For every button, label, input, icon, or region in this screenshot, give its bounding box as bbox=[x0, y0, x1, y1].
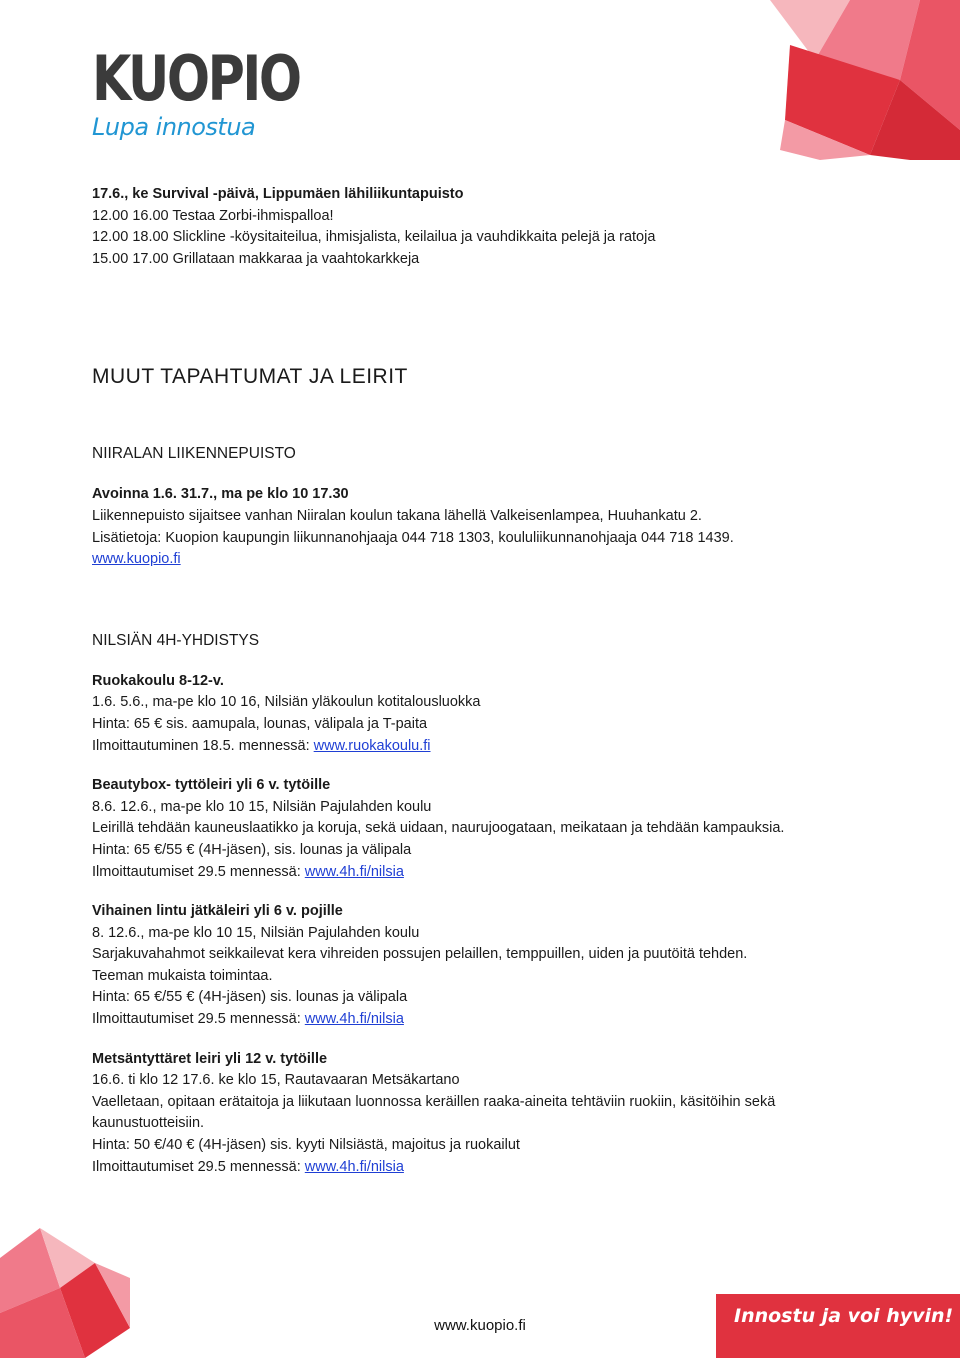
nilsia-title: NILSIÄN 4H-YHDISTYS bbox=[92, 631, 260, 649]
niirala-link[interactable]: www.kuopio.fi bbox=[92, 551, 181, 568]
registration-text: Ilmoittautuminen 18.5. mennessä: bbox=[92, 737, 314, 754]
niirala-location: Liikennepuisto sijaitsee vanhan Niiralan koulun takana lähellä Valkeisenlampea, Huuhankatu 2. bbox=[92, 507, 702, 524]
camp-vihainen-lintu bbox=[92, 901, 892, 1031]
camp-line: Teeman mukaista toimintaa. bbox=[92, 967, 273, 984]
camp-name: Beautybox- tyttöleiri yli 6 v. tytöille bbox=[92, 777, 331, 794]
camp-line: Hinta: 65 €/55 € (4H-jäsen), sis. lounas ja välipala bbox=[92, 841, 412, 858]
camp-line: Hinta: 50 €/40 € (4H-jäsen) sis. kyyti Nilsiästä, majoitus ja ruokailut bbox=[92, 1137, 520, 1154]
survival-heading: 17.6., ke Survival -päivä, Lippumäen lähiliikuntapuisto bbox=[92, 186, 464, 202]
camp-line: Sarjakuvahahmot seikkailevat kera vihreiden possujen pelaillen, temppuillen, uiden ja puutöitä tehden. bbox=[92, 946, 748, 963]
decorative-polygons-bottom bbox=[0, 1218, 140, 1358]
logo-wordmark: KUOPIO bbox=[92, 42, 300, 115]
footer-banner: Innostu ja voi hyvin! bbox=[716, 1294, 960, 1358]
camp-name: Vihainen lintu jätkäleiri yli 6 v. pojille bbox=[92, 903, 343, 920]
camp-line: Hinta: 65 €/55 € (4H-jäsen) sis. lounas ja välipala bbox=[92, 989, 408, 1006]
section-title: MUUT TAPAHTUMAT JA LEIRIT bbox=[92, 365, 408, 389]
registration-link[interactable]: www.4h.fi/nilsia bbox=[304, 1011, 404, 1028]
survival-section bbox=[92, 184, 892, 270]
registration-text: Ilmoittautumiset 29.5 mennessä: bbox=[92, 863, 305, 880]
niirala-section bbox=[92, 484, 892, 570]
camp-line: 8.6. 12.6., ma-pe klo 10 15, Nilsiän Pajulahden koulu bbox=[92, 798, 432, 815]
camp-beautybox bbox=[92, 775, 892, 883]
camp-name: Metsäntyttäret leiri yli 12 v. tytöille bbox=[92, 1050, 328, 1067]
registration-link[interactable]: www.4h.fi/nilsia bbox=[304, 1158, 404, 1175]
camp-line: 8. 12.6., ma-pe klo 10 15, Nilsiän Pajulahden koulu bbox=[92, 924, 420, 941]
registration-text: Ilmoittautumiset 29.5 mennessä: bbox=[92, 1158, 305, 1175]
camp-line: 16.6. ti klo 12 17.6. ke klo 15, Rautavaaran Metsäkartano bbox=[92, 1072, 460, 1089]
registration-link[interactable]: www.4h.fi/nilsia bbox=[304, 863, 404, 880]
camp-metsantyttaret bbox=[92, 1049, 892, 1179]
survival-line: 15.00 17.00 Grillataan makkaraa ja vaahtokarkkeja bbox=[92, 250, 420, 267]
camp-line: Leirillä tehdään kauneuslaatikko ja koruja, sekä uidaan, naurujoogataan, meikataan ja tehdään kampauksia. bbox=[92, 820, 785, 837]
registration-text: Ilmoittautumiset 29.5 mennessä: bbox=[92, 1011, 305, 1028]
footer-url: www.kuopio.fi bbox=[434, 1317, 526, 1334]
niirala-info: Lisätietoja: Kuopion kaupungin liikunnanohjaaja 044 718 1303, koululiikunnanohjaaja 044 718 1439. bbox=[92, 529, 734, 546]
camp-line: kaunustuotteisiin. bbox=[92, 1115, 205, 1132]
camp-registration bbox=[92, 1009, 892, 1031]
survival-line: 12.00 18.00 Slickline -köysitaiteilua, ihmisjalista, keilailua ja vauhdikkaita pelejä ja ratoja bbox=[92, 229, 656, 246]
camp-registration bbox=[92, 1157, 892, 1179]
survival-line: 12.00 16.00 Testaa Zorbi-ihmispalloa! bbox=[92, 207, 334, 224]
camp-line: Vaelletaan, opitaan erätaitoja ja liikutaan luonnossa keräillen raaka-aineita tehtäviin ruokiin, käsitöihin sekä bbox=[92, 1093, 776, 1110]
niirala-open: Avoinna 1.6. 31.7., ma pe klo 10 17.30 bbox=[92, 486, 349, 503]
camp-line: Hinta: 65 € sis. aamupala, lounas, välipala ja T-paita bbox=[92, 715, 428, 732]
camp-line: 1.6. 5.6., ma-pe klo 10 16, Nilsiän yläkoulun kotitalousluokka bbox=[92, 694, 481, 711]
camp-registration bbox=[92, 862, 892, 884]
kuopio-logo bbox=[92, 42, 345, 141]
document-body bbox=[92, 184, 892, 1178]
decorative-polygons-top bbox=[620, 0, 960, 160]
camp-ruokakoulu bbox=[92, 671, 892, 757]
niirala-title: NIIRALAN LIIKENNEPUISTO bbox=[92, 445, 296, 463]
logo-slogan: Lupa innostua bbox=[92, 113, 256, 141]
camp-name: Ruokakoulu 8-12-v. bbox=[92, 672, 224, 689]
camp-registration bbox=[92, 736, 892, 758]
registration-link[interactable]: www.ruokakoulu.fi bbox=[313, 737, 431, 754]
